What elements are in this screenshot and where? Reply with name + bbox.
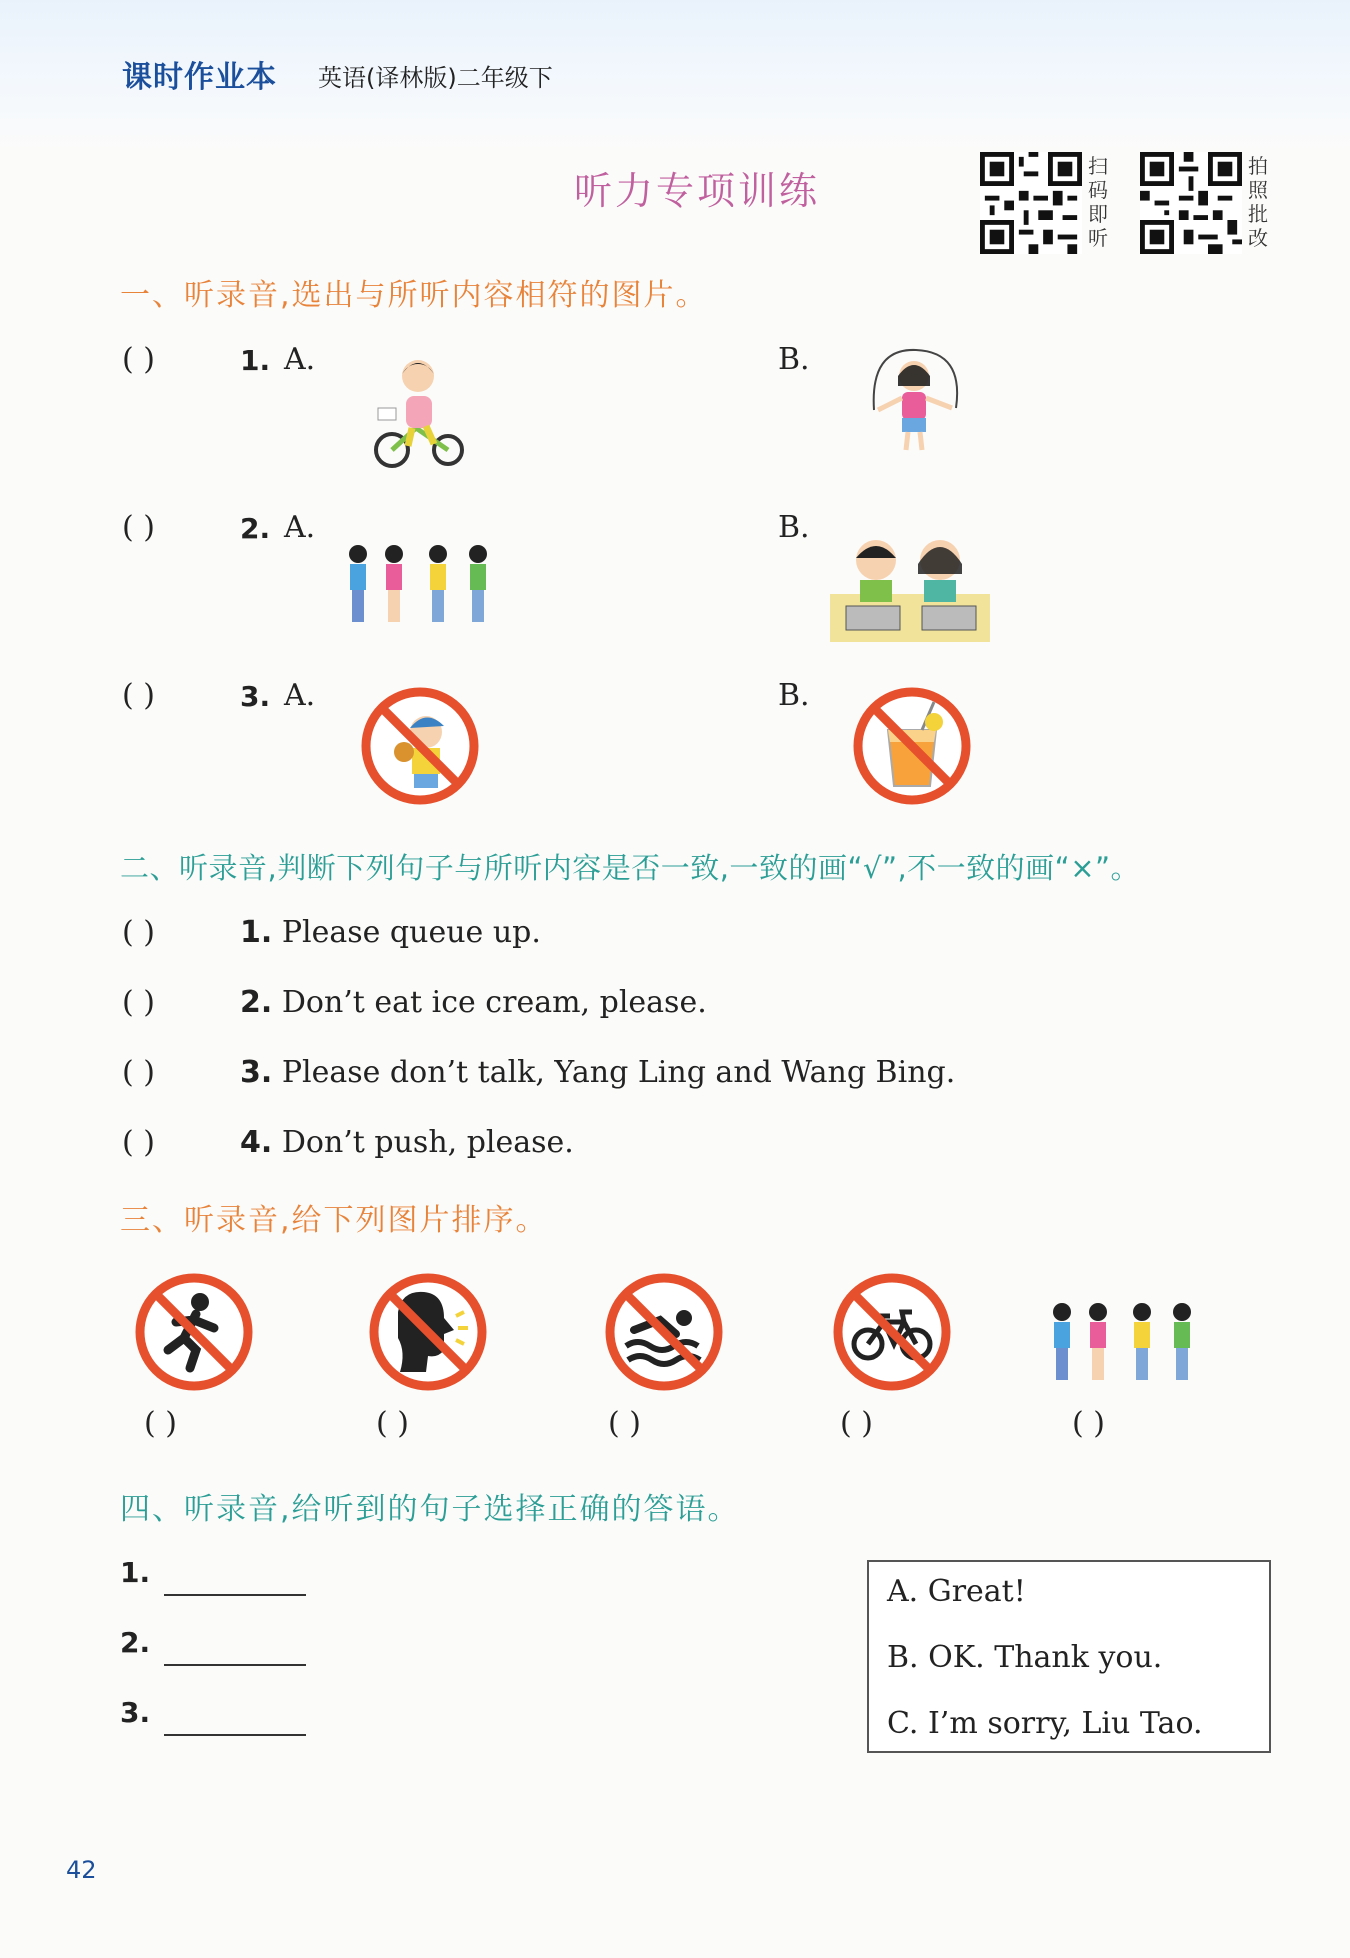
blank-number: 1. <box>120 1556 151 1589</box>
girl-riding-bike-image[interactable] <box>368 346 468 470</box>
blank-number: 2. <box>120 1626 151 1659</box>
answer-paren[interactable]: ( ) <box>122 915 155 950</box>
question-number: 4. <box>240 1125 273 1160</box>
option-a-label: A. <box>284 678 316 713</box>
statement-3 <box>240 1055 955 1090</box>
answer-choice-c: C. I’m sorry, Liu Tao. <box>887 1706 1203 1741</box>
qr-code-icon <box>980 152 1082 254</box>
statement-2 <box>240 985 707 1020</box>
question-number: 1. <box>240 915 273 950</box>
blank-number: 3. <box>120 1696 151 1729</box>
answer-paren[interactable]: ( ) <box>122 510 155 545</box>
question-number: 3. <box>240 1055 273 1090</box>
no-swimming-sign-icon[interactable] <box>604 1272 724 1392</box>
book-title: 英语(译林版)二年级下 <box>318 64 553 92</box>
order-paren[interactable]: ( ) <box>608 1406 641 1441</box>
question-number: 3. <box>240 680 271 713</box>
girl-jumping-rope-image[interactable] <box>860 346 970 470</box>
statement-4 <box>240 1125 574 1160</box>
section4-heading: 四、听录音,给听到的句子选择正确的答语。 <box>120 1492 740 1527</box>
children-queueing-image[interactable] <box>1048 1300 1200 1386</box>
no-shouting-sign-icon[interactable] <box>368 1272 488 1392</box>
option-b-label: B. <box>778 342 810 377</box>
order-paren[interactable]: ( ) <box>144 1406 177 1441</box>
order-paren[interactable]: ( ) <box>1072 1406 1105 1441</box>
statement-text: Don’t push, please. <box>281 1125 574 1160</box>
statement-text: Please don’t talk, Yang Ling and Wang Bing. <box>281 1055 956 1090</box>
qr-label-listen: 扫码即听 <box>1088 154 1108 250</box>
option-b-label: B. <box>778 678 810 713</box>
section1-heading: 一、听录音,选出与所听内容相符的图片。 <box>120 278 708 313</box>
answer-paren[interactable]: ( ) <box>122 342 155 377</box>
answer-paren[interactable]: ( ) <box>122 1125 155 1160</box>
no-running-sign-icon[interactable] <box>134 1272 254 1392</box>
statement-text: Don’t eat ice cream, please. <box>281 985 707 1020</box>
qr-code-icon <box>1140 152 1242 254</box>
question-number: 1. <box>240 344 271 377</box>
answer-paren[interactable]: ( ) <box>122 678 155 713</box>
section2-heading: 二、听录音,判断下列句子与所听内容是否一致,一致的画“√”,不一致的画“×”。 <box>120 851 1141 885</box>
page-title: 听力专项训练 <box>574 169 821 213</box>
qr-label-grade: 拍照批改 <box>1248 154 1268 250</box>
answer-choices-box <box>867 1560 1271 1753</box>
statement-1 <box>240 915 541 950</box>
order-paren[interactable]: ( ) <box>376 1406 409 1441</box>
answer-blank[interactable] <box>164 1594 306 1596</box>
page-number: 42 <box>66 1856 97 1884</box>
no-cycling-sign-icon[interactable] <box>832 1272 952 1392</box>
no-eating-sign-icon[interactable] <box>360 686 480 806</box>
answer-blank[interactable] <box>164 1734 306 1736</box>
option-a-label: A. <box>284 510 316 545</box>
answer-choice-a: A. Great! <box>887 1574 1026 1609</box>
option-b-label: B. <box>778 510 810 545</box>
answer-blank[interactable] <box>164 1664 306 1666</box>
brand-name: 课时作业本 <box>122 60 277 95</box>
children-eating-lunch-image[interactable] <box>830 530 990 642</box>
statement-text: Please queue up. <box>281 915 541 950</box>
answer-paren[interactable]: ( ) <box>122 985 155 1020</box>
children-queueing-image[interactable] <box>344 542 496 628</box>
answer-paren[interactable]: ( ) <box>122 1055 155 1090</box>
question-number: 2. <box>240 512 271 545</box>
section3-heading: 三、听录音,给下列图片排序。 <box>120 1203 548 1238</box>
qr-code-grade[interactable] <box>1140 152 1242 258</box>
order-paren[interactable]: ( ) <box>840 1406 873 1441</box>
option-a-label: A. <box>284 342 316 377</box>
qr-code-listen[interactable] <box>980 152 1082 258</box>
answer-choice-b: B. OK. Thank you. <box>887 1640 1163 1675</box>
no-drinks-sign-icon[interactable] <box>852 686 972 806</box>
question-number: 2. <box>240 985 273 1020</box>
